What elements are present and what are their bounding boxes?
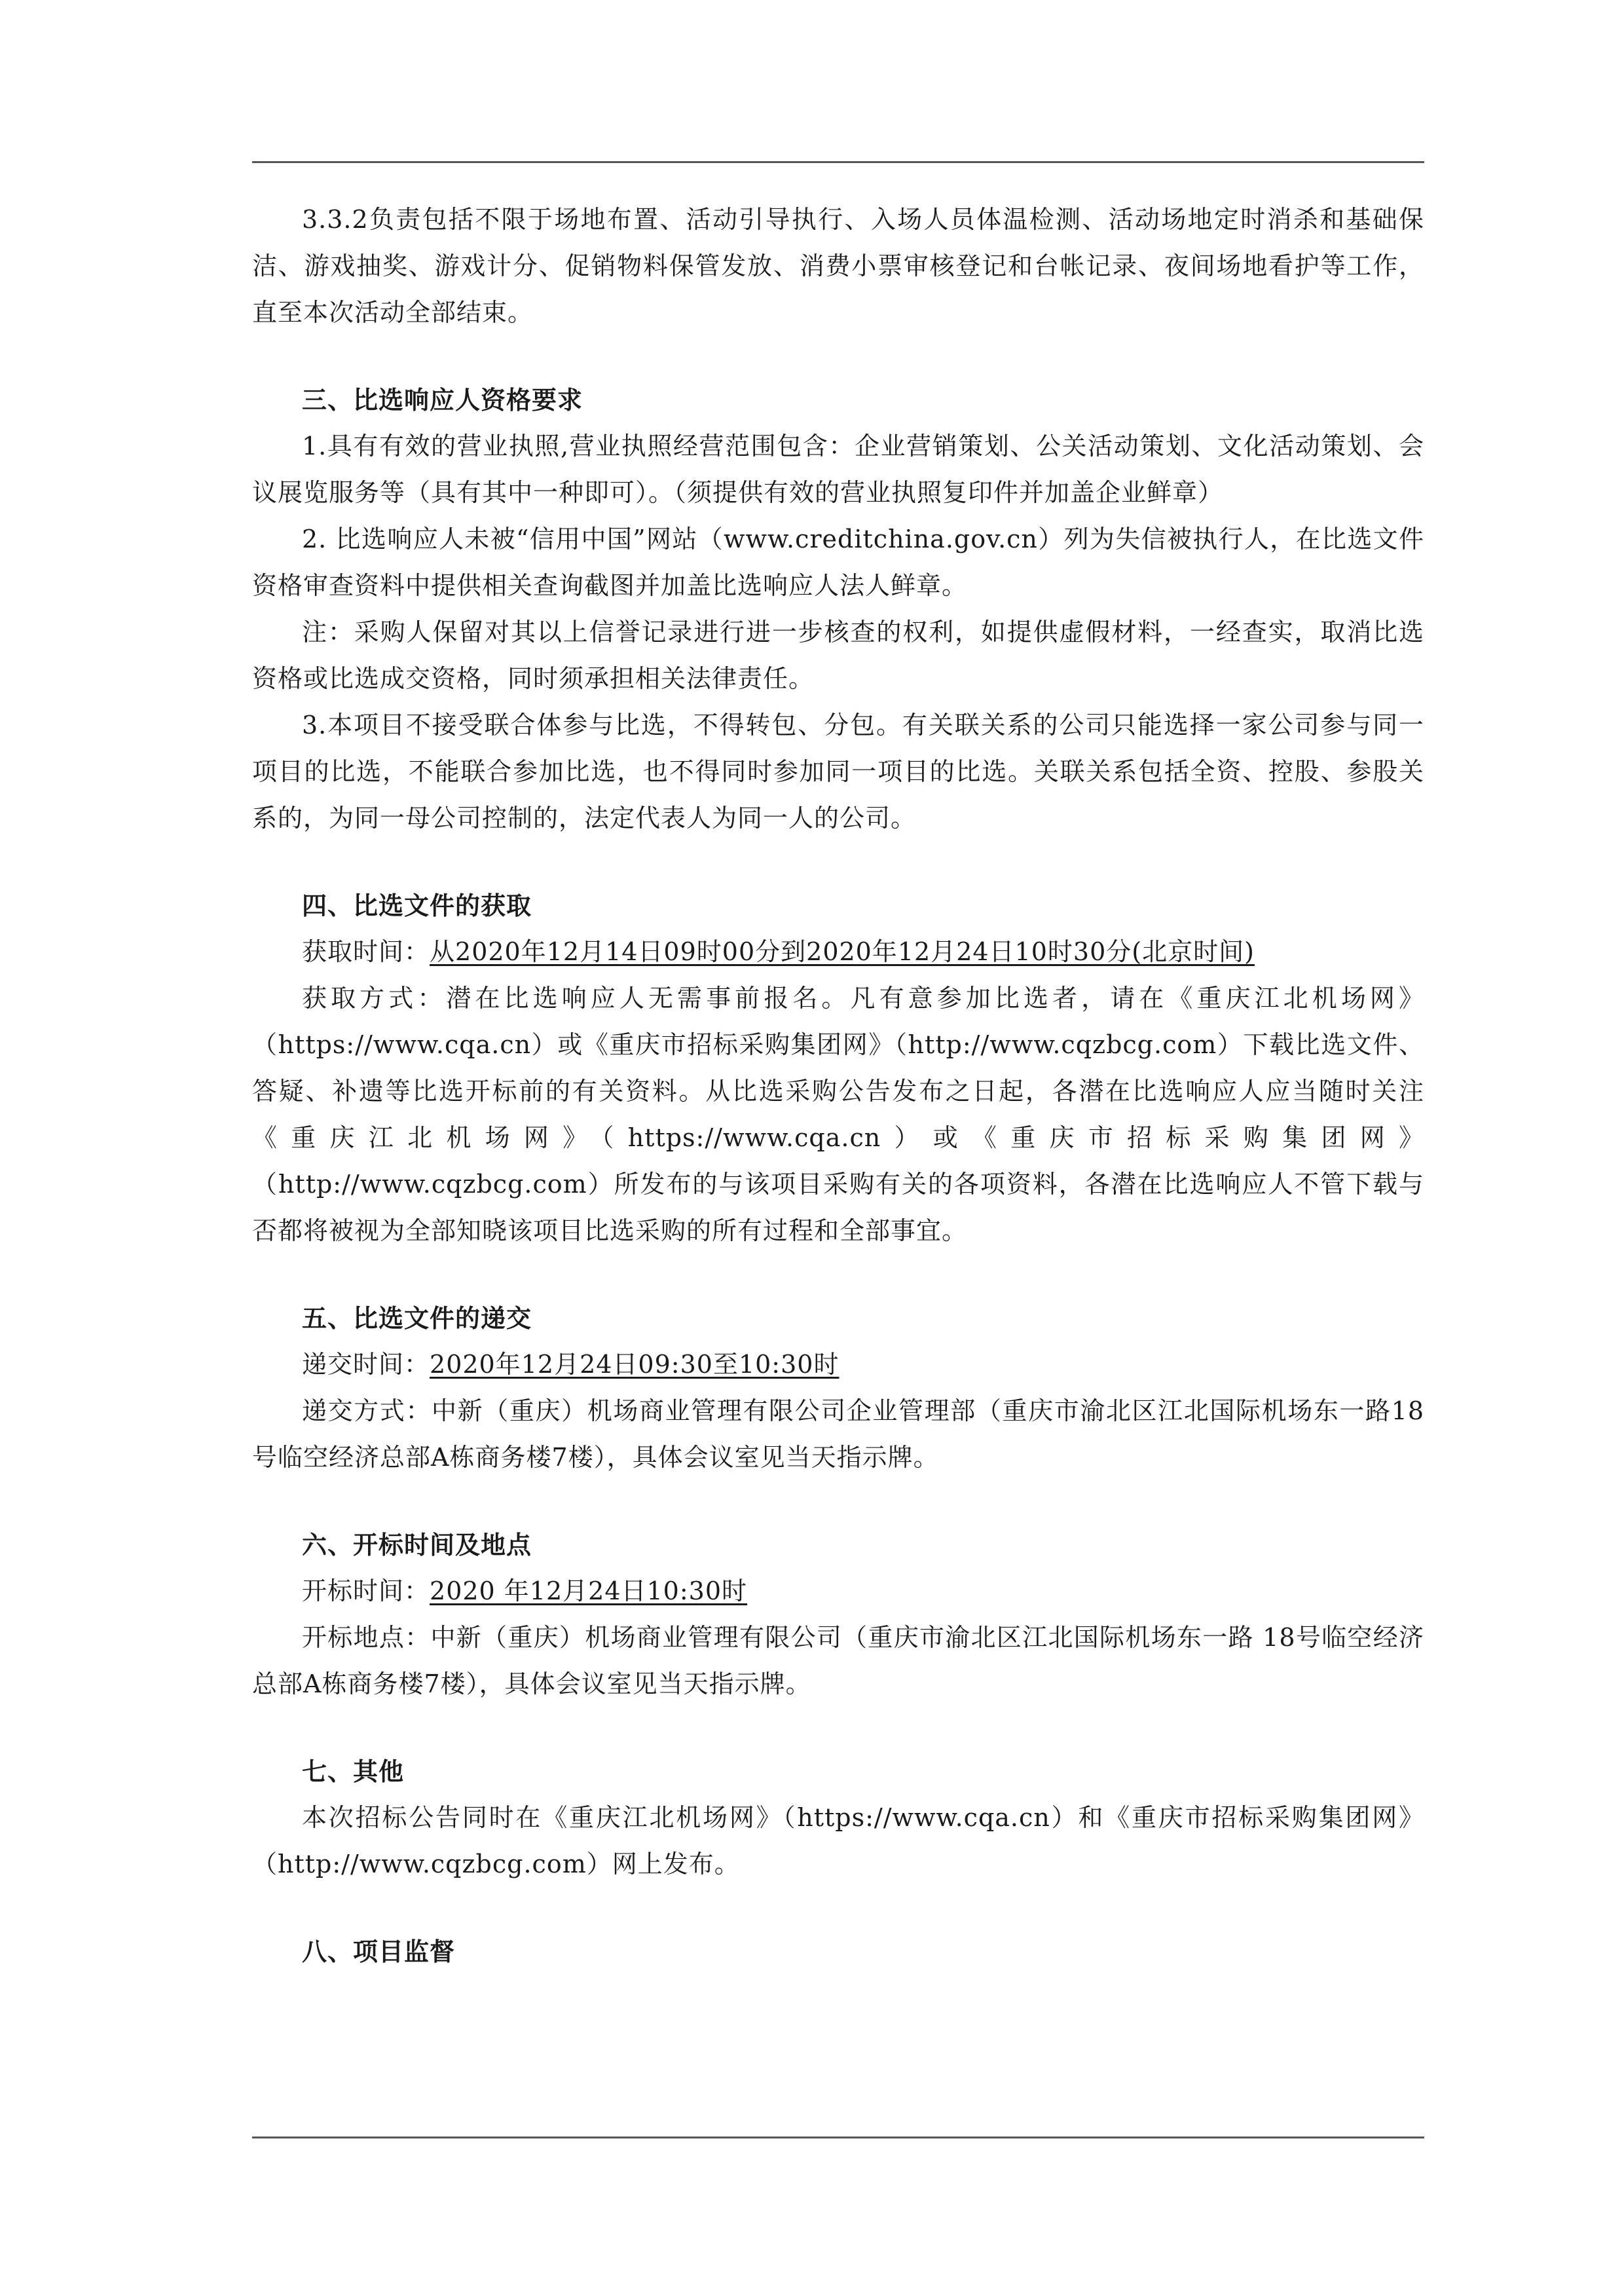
heading-section-7: 七、其他 <box>302 1757 405 1786</box>
heading-section-6: 六、开标时间及地点 <box>302 1530 532 1559</box>
acquisition-time-label: 获取时间： <box>302 937 430 966</box>
paragraph-qualification-2: 2. 比选响应人未被“信用中国”网站（www.creditchina.gov.cn）列为失信被执行人，在比选文件资格审查资料中提供相关查询截图并加盖比选响应人法人鲜章。 <box>252 525 1424 600</box>
opening-time-value: 2020 年12月24日10:30时 <box>430 1577 748 1605</box>
document-body <box>252 196 1424 1975</box>
opening-time <box>252 1568 1424 1614</box>
heading-section-5: 五、比选文件的递交 <box>302 1303 532 1333</box>
paragraph-qualification-3: 3.本项目不接受联合体参与比选，不得转包、分包。有关联关系的公司只能选择一家公司参与同一项目的比选，不能联合参加比选，也不得同时参加同一项目的比选。关联关系包括全资、控股、参股关系的，为同一母公司控制的，法定代表人为同一人的公司。 <box>252 711 1424 832</box>
paragraph-3-3-2: 3.3.2负责包括不限于场地布置、活动引导执行、入场人员体温检测、活动场地定时消杀和基础保洁、游戏抽奖、游戏计分、促销物料保管发放、消费小票审核登记和台帐记录、夜间场地看护等工作，直至本次活动全部结束。 <box>252 205 1424 327</box>
submission-method: 递交方式：中新（重庆）机场商业管理有限公司企业管理部（重庆市渝北区江北国际机场东一路18号临空经济总部A栋商务楼7楼），具体会议室见当天指示牌。 <box>252 1396 1424 1472</box>
acquisition-time-value: 从2020年12月14日09时00分到2020年12月24日10时30分(北京时间) <box>430 937 1255 966</box>
submission-time-label: 递交时间： <box>302 1350 430 1379</box>
heading-section-3: 三、比选响应人资格要求 <box>302 385 583 415</box>
footer-rule <box>252 2136 1424 2138</box>
acquisition-time <box>252 929 1424 975</box>
paragraph-other: 本次招标公告同时在《重庆江北机场网》（https://www.cqa.cn）和《重庆市招标采购集团网》（http://www.cqzbcg.com）网上发布。 <box>252 1803 1424 1878</box>
submission-time-value: 2020年12月24日09:30至10:30时 <box>430 1350 840 1379</box>
acquisition-method: 获取方式：潜在比选响应人无需事前报名。凡有意参加比选者，请在《重庆江北机场网》（https://www.cqa.cn）或《重庆市招标采购集团网》（http://www.cqzbcg.com）下载比选文件、答疑、补遗等比选开标前的有关资料。从比选采购公告发布之日起，各潜在比选响应人应当随时关注《重庆江北机场网》（https://www.cqa.cn）或《重庆市招标采购集团网》（http://www.cqzbcg.com）所发布的与该项目采购有关的各项资料，各潜在比选响应人不管下载与否都将被视为全部知晓该项目比选采购的所有过程和全部事宜。 <box>252 984 1424 1245</box>
paragraph-qualification-note: 注：采购人保留对其以上信誉记录进行进一步核查的权利，如提供虚假材料，一经查实，取消比选资格或比选成交资格，同时须承担相关法律责任。 <box>252 618 1424 693</box>
heading-section-8: 八、项目监督 <box>302 1937 456 1966</box>
header-rule <box>252 161 1424 163</box>
opening-time-label: 开标时间： <box>302 1577 430 1605</box>
opening-place: 开标地点：中新（重庆）机场商业管理有限公司（重庆市渝北区江北国际机场东一路 18号临空经济总部A栋商务楼7楼），具体会议室见当天指示牌。 <box>252 1623 1424 1698</box>
submission-time <box>252 1341 1424 1388</box>
heading-section-4: 四、比选文件的获取 <box>302 891 532 920</box>
paragraph-qualification-1: 1.具有有效的营业执照,营业执照经营范围包含：企业营销策划、公关活动策划、文化活动策划、会议展览服务等（具有其中一种即可）。（须提供有效的营业执照复印件并加盖企业鲜章） <box>252 432 1424 507</box>
